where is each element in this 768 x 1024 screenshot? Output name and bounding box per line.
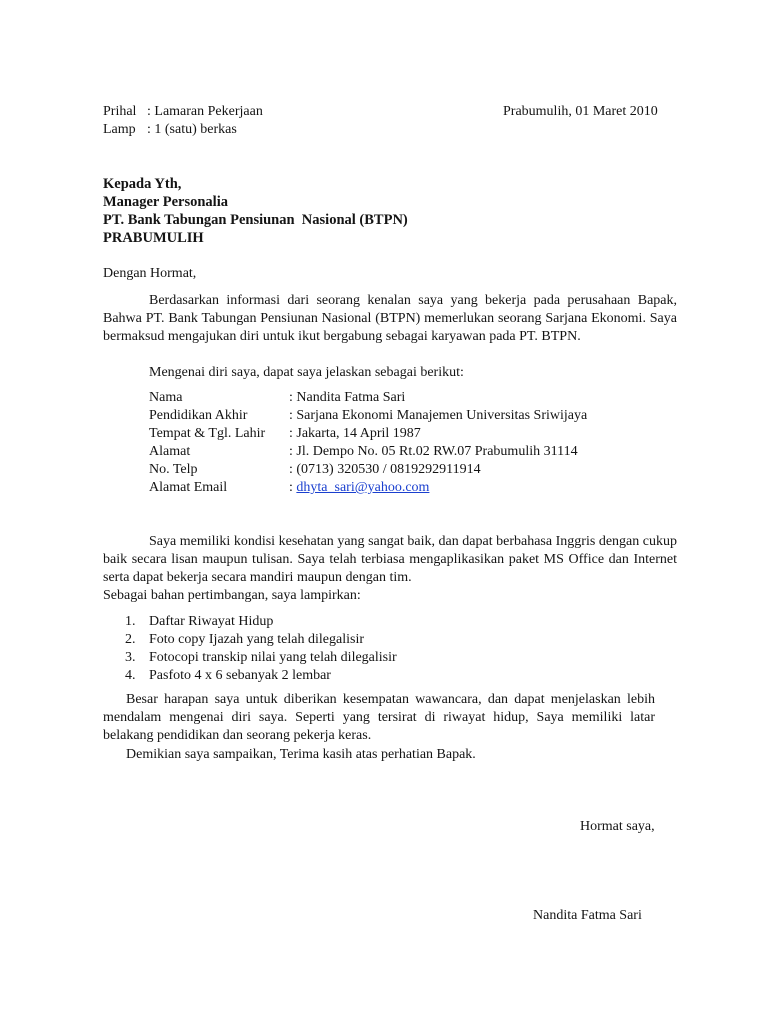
list-text: Pasfoto 4 x 6 sebanyak 2 lembar: [149, 668, 331, 683]
info-intro: Mengenai diri saya, dapat saya jelaskan sebagai berikut:: [149, 365, 464, 380]
attachment-count-value: : 1 (satu) berkas: [147, 122, 237, 137]
greeting: Dengan Hormat,: [103, 266, 197, 281]
list-number: 1.: [125, 614, 136, 629]
subject-value: : Lamaran Pekerjaan: [147, 104, 263, 119]
info-value: : Jakarta, 14 April 1987: [289, 426, 421, 441]
info-colon: :: [289, 480, 297, 495]
list-number: 2.: [125, 632, 136, 647]
place-date: Prabumulih, 01 Maret 2010: [503, 104, 658, 119]
recipient-line-3: PT. Bank Tabungan Pensiunan Nasional (BTPN): [103, 212, 408, 228]
list-text: Fotocopi transkip nilai yang telah dilegalisir: [149, 650, 397, 665]
info-row: [149, 407, 587, 425]
list-item: [125, 667, 331, 685]
info-label: No. Telp: [149, 462, 198, 477]
closing-sentence: Demikian saya sampaikan, Terima kasih atas perhatian Bapak.: [126, 747, 476, 762]
list-text: Foto copy Ijazah yang telah dilegalisir: [149, 632, 364, 647]
list-number: 4.: [125, 668, 136, 683]
info-label: Pendidikan Akhir: [149, 408, 248, 423]
recipient-line-2: Manager Personalia: [103, 194, 228, 210]
info-row: [149, 461, 481, 479]
list-text: Daftar Riwayat Hidup: [149, 614, 274, 629]
info-row: [149, 479, 429, 497]
signer-name: Nandita Fatma Sari: [533, 908, 642, 923]
info-row: [149, 425, 421, 443]
subject-line: [103, 103, 263, 121]
info-row: [149, 389, 405, 407]
paragraph-3: Besar harapan saya untuk diberikan kesempatan wawancara, dan dapat menjelaskan lebih mendalam mengenai diri saya. Seperti yang tersirat di riwayat hidup, Saya memiliki latar belakang pendidikan dan seorang pekerja keras.: [103, 692, 655, 743]
attachment-count-line: [103, 121, 237, 139]
list-number: 3.: [125, 650, 136, 665]
subject-label: Prihal: [103, 104, 137, 119]
info-row: [149, 443, 578, 461]
list-item: [125, 613, 273, 631]
paragraph-2: Saya memiliki kondisi kesehatan yang sangat baik, dan dapat berbahasa Inggris dengan cukup baik secara lisan maupun tulisan. Saya telah terbiasa mengaplikasikan paket MS Office dan Internet serta dapat bekerja secara mandiri maupun dengan tim.: [103, 534, 677, 585]
paragraph-1: Berdasarkan informasi dari seorang kenalan saya yang bekerja pada perusahaan Bapak, Bahwa PT. Bank Tabungan Pensiunan Nasional (BTPN) memerlukan seorang Sarjana Ekonomi. Saya bermaksud mengajukan diri untuk ikut bergabung sebagai karyawan pada PT. BTPN.: [103, 293, 677, 344]
info-value: : Sarjana Ekonomi Manajemen Universitas Sriwijaya: [289, 408, 588, 423]
info-label: Alamat: [149, 444, 191, 459]
attachments-intro: Sebagai bahan pertimbangan, saya lampirkan:: [103, 588, 361, 603]
email-link[interactable]: dhyta_sari@yahoo.com: [296, 480, 430, 495]
list-item: [125, 631, 364, 649]
recipient-line-4: PRABUMULIH: [103, 230, 204, 246]
list-item: [125, 649, 397, 667]
info-label: Alamat Email: [149, 480, 228, 495]
recipient-line-1: Kepada Yth,: [103, 176, 182, 192]
info-label: Nama: [149, 390, 183, 405]
info-value: : Nandita Fatma Sari: [289, 390, 406, 405]
info-label: Tempat & Tgl. Lahir: [149, 426, 266, 441]
info-value: : Jl. Dempo No. 05 Rt.02 RW.07 Prabumulih 31114: [289, 444, 578, 459]
sign-off: Hormat saya,: [580, 819, 655, 834]
attachment-count-label: Lamp: [103, 122, 136, 137]
info-value: : (0713) 320530 / 0819292911914: [289, 462, 481, 477]
